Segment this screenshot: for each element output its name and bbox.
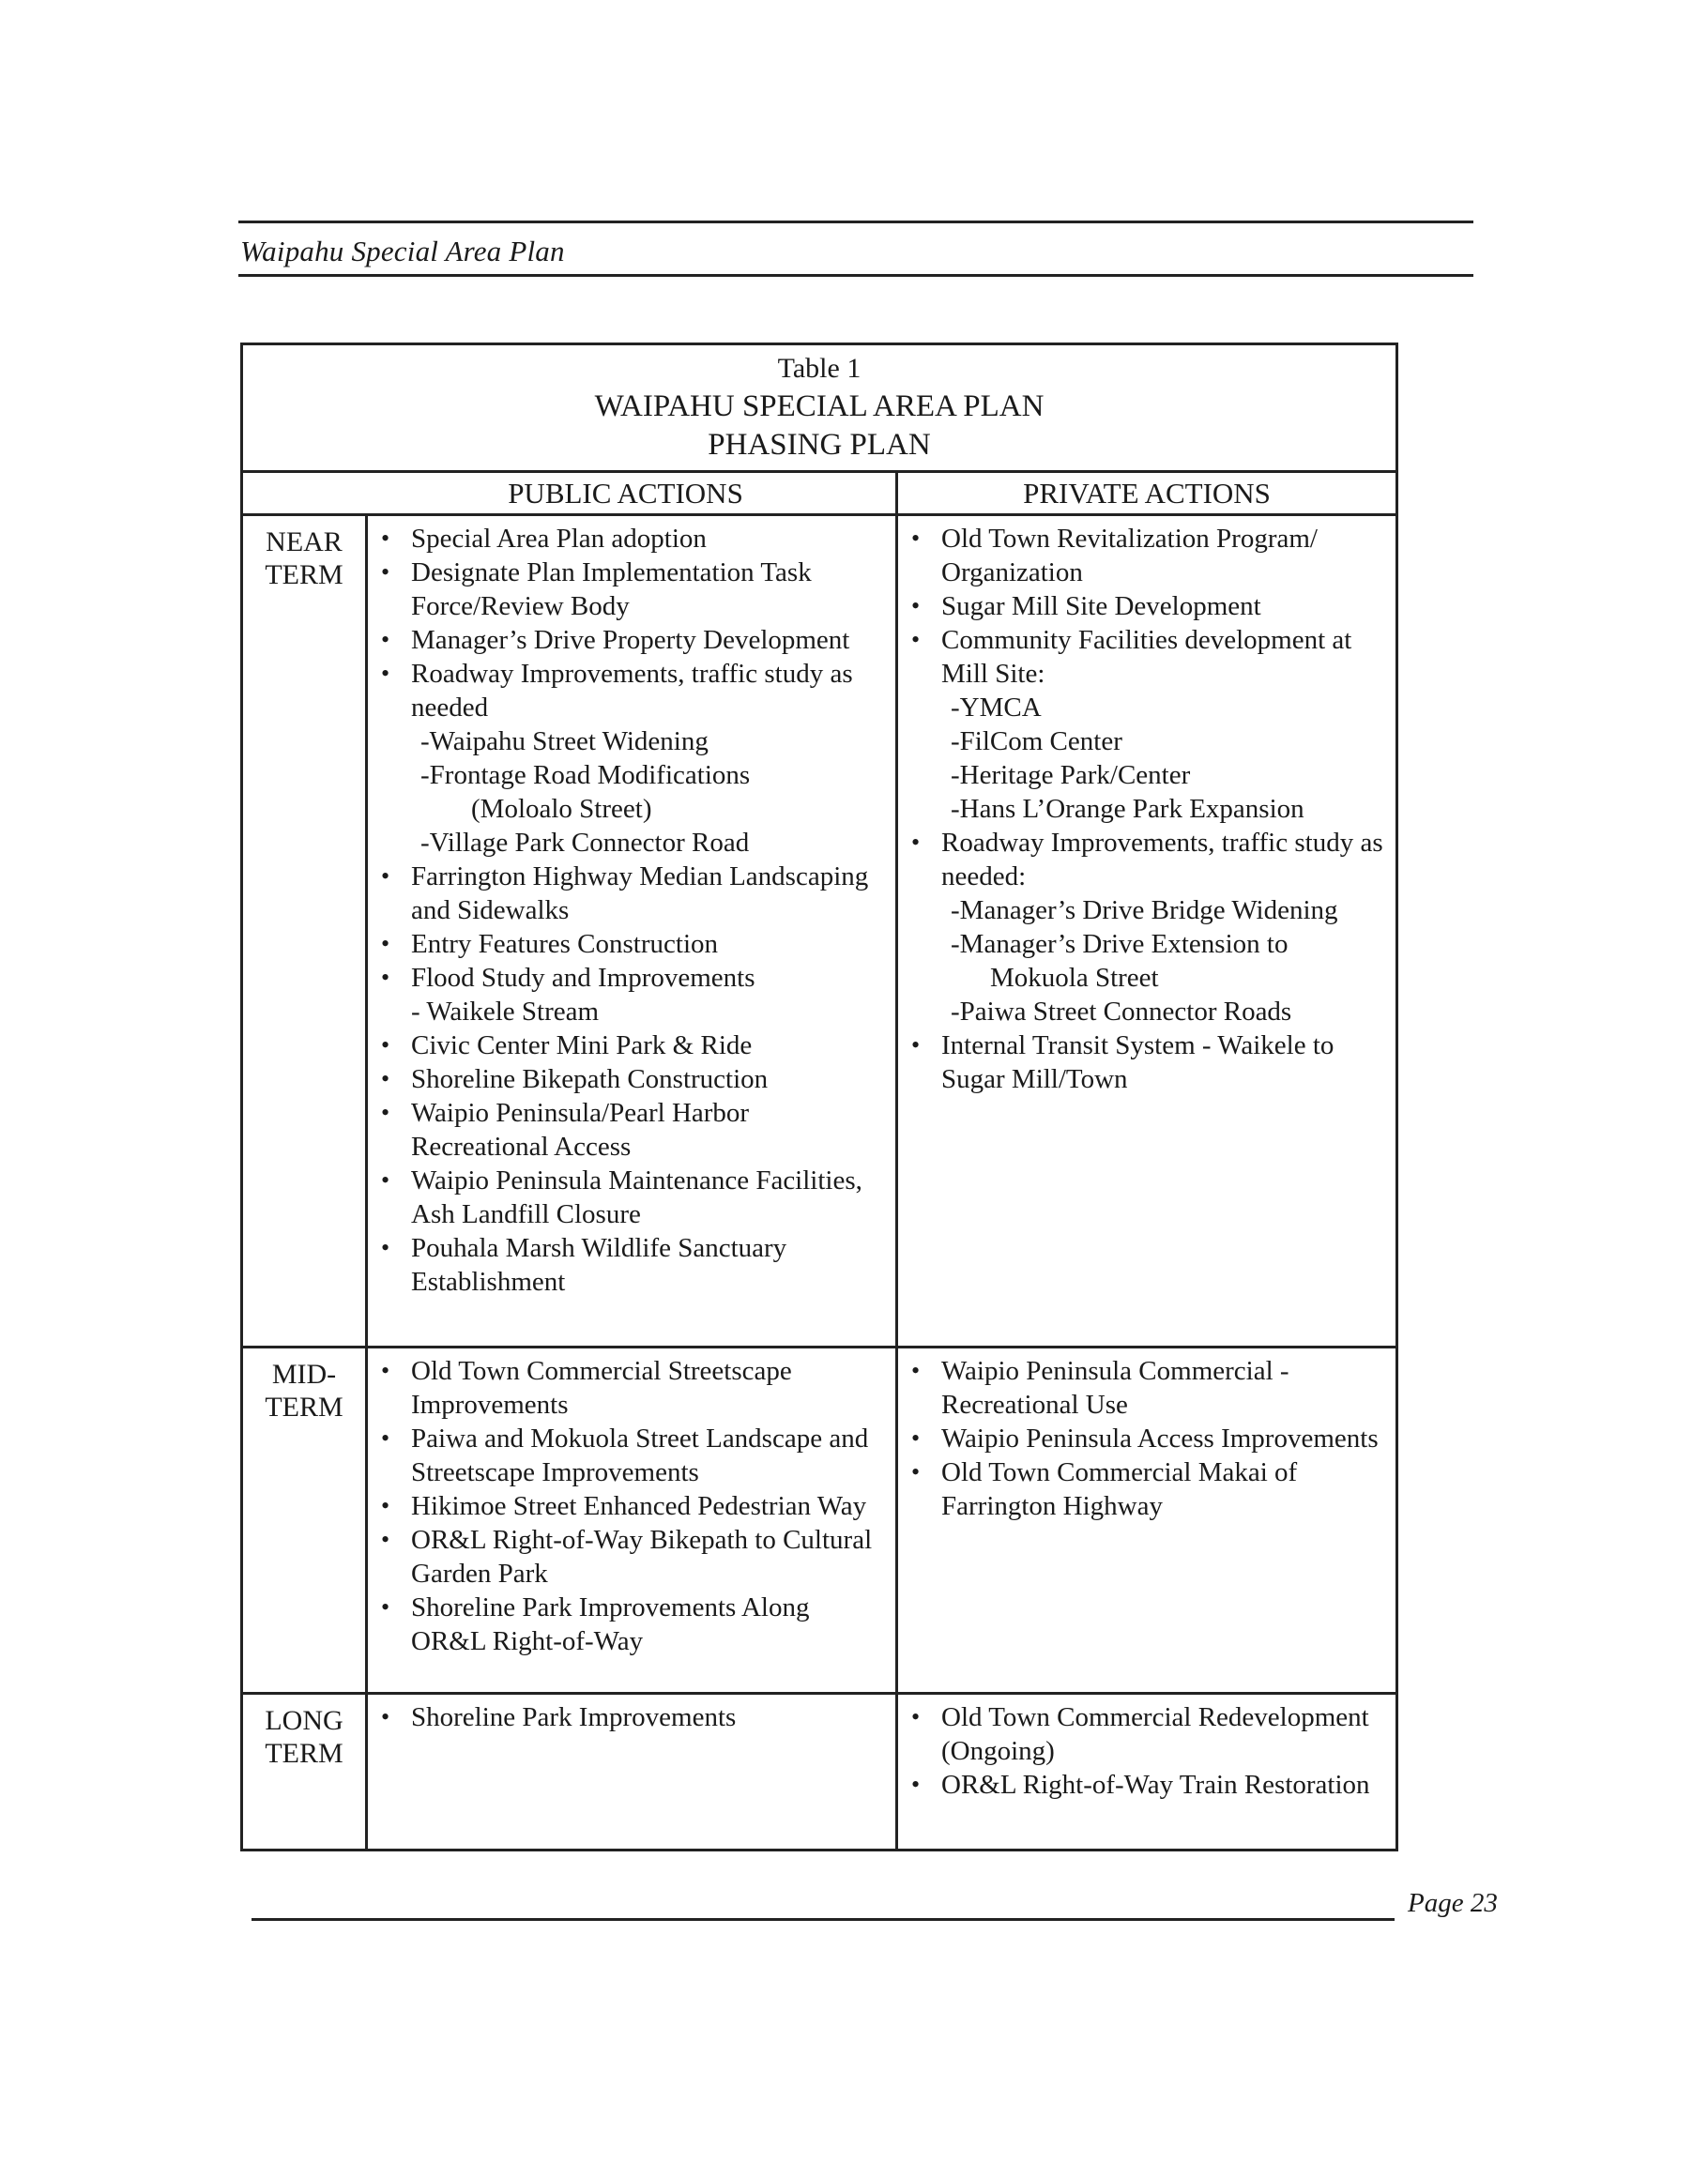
term-label-mid: MID- TERM: [243, 1348, 368, 1692]
list-item: • Manager’s Drive Property Development: [381, 625, 850, 655]
list-item: • Internal Transit System - Waikele to Sugar Mill/Town: [911, 1030, 1334, 1094]
table-title: WAIPAHU SPECIAL AREA PLAN: [594, 389, 1045, 423]
list-item: • Civic Center Mini Park & Ride: [381, 1030, 753, 1060]
public-actions-mid: [368, 1348, 895, 1692]
private-actions-mid: [895, 1348, 1395, 1692]
list-item: • Paiwa and Mokuola Street Landscape and Streetscape Improvements: [381, 1424, 869, 1487]
list-item: • Pouhala Marsh Wildlife Sanctuary Establishment: [381, 1233, 787, 1297]
header-rule-bottom: [238, 274, 1473, 277]
term-label-long: LONG TERM: [243, 1695, 368, 1849]
list-item: • Shoreline Bikepath Construction: [381, 1064, 769, 1094]
phasing-plan-table: [240, 343, 1398, 1851]
table-row-mid-term: [243, 1348, 1395, 1695]
list-item: • Flood Study and Improvements - Waikele Stream: [381, 963, 755, 1027]
term-label-near: NEAR TERM: [243, 516, 368, 1346]
column-header-private: PRIVATE ACTIONS: [895, 473, 1395, 513]
list-item: • Waipio Peninsula/Pearl Harbor Recreational Access: [381, 1098, 750, 1162]
list-item: • Shoreline Park Improvements: [381, 1702, 737, 1732]
list-item: • Special Area Plan adoption: [381, 524, 707, 554]
list-item: • Waipio Peninsula Maintenance Facilities, Ash Landfill Closure: [381, 1165, 862, 1229]
header-rule-top: [238, 221, 1473, 223]
column-header-public: PUBLIC ACTIONS: [508, 477, 743, 510]
list-item: • Shoreline Park Improvements Along OR&L Right-of-Way: [381, 1592, 810, 1656]
list-item: • Old Town Commercial Makai of Farrington Highway: [911, 1457, 1298, 1521]
list-item: • Waipio Peninsula Commercial -Recreational Use: [911, 1356, 1289, 1420]
list-item: • Entry Features Construction: [381, 929, 719, 959]
list-item: • OR&L Right-of-Way Train Restoration: [911, 1770, 1370, 1800]
list-item: • OR&L Right-of-Way Bikepath to Cultural Garden Park: [381, 1525, 873, 1589]
footer-rule: [252, 1918, 1395, 1921]
list-item: • Designate Plan Implementation Task Force/Review Body: [381, 557, 812, 621]
private-actions-near: [895, 516, 1395, 1346]
page-number: Page 23: [1408, 1888, 1498, 1918]
public-actions-near: [368, 516, 895, 1346]
list-item: • Roadway Improvements, traffic study as needed -Waipahu Street Widening -Frontage Road Modifications (Moloalo Street) -Village Park Connector Road: [381, 659, 853, 858]
running-header-title: Waipahu Special Area Plan: [240, 235, 565, 267]
list-item: • Sugar Mill Site Development: [911, 591, 1261, 621]
list-item: • Hikimoe Street Enhanced Pedestrian Way: [381, 1491, 867, 1521]
table-caption: [243, 345, 1395, 473]
list-item: • Farrington Highway Median Landscaping and Sidewalks: [381, 861, 869, 925]
private-actions-long: [895, 1695, 1395, 1849]
list-item: • Waipio Peninsula Access Improvements: [911, 1424, 1379, 1454]
list-item: • Old Town Commercial Streetscape Improvements: [381, 1356, 792, 1420]
table-number: Table 1: [777, 353, 862, 384]
list-item: • Old Town Commercial Redevelopment (Ongoing): [911, 1702, 1369, 1766]
list-item: • Community Facilities development at Mill Site: -YMCA -FilCom Center -Heritage Park/Center -Hans L’Orange Park Expansion: [911, 625, 1352, 824]
table-subtitle: PHASING PLAN: [708, 428, 931, 462]
table-row-near-term: [243, 516, 1395, 1348]
list-item: • Roadway Improvements, traffic study as needed: -Manager’s Drive Bridge Widening -Manager’s Drive Extension to Mokuola Street -Paiwa Street Connector Roads: [911, 828, 1383, 1027]
list-item: • Old Town Revitalization Program/ Organization: [911, 524, 1318, 587]
public-actions-long: [368, 1695, 895, 1849]
table-row-long-term: [243, 1695, 1395, 1849]
column-headers: [243, 473, 1395, 516]
